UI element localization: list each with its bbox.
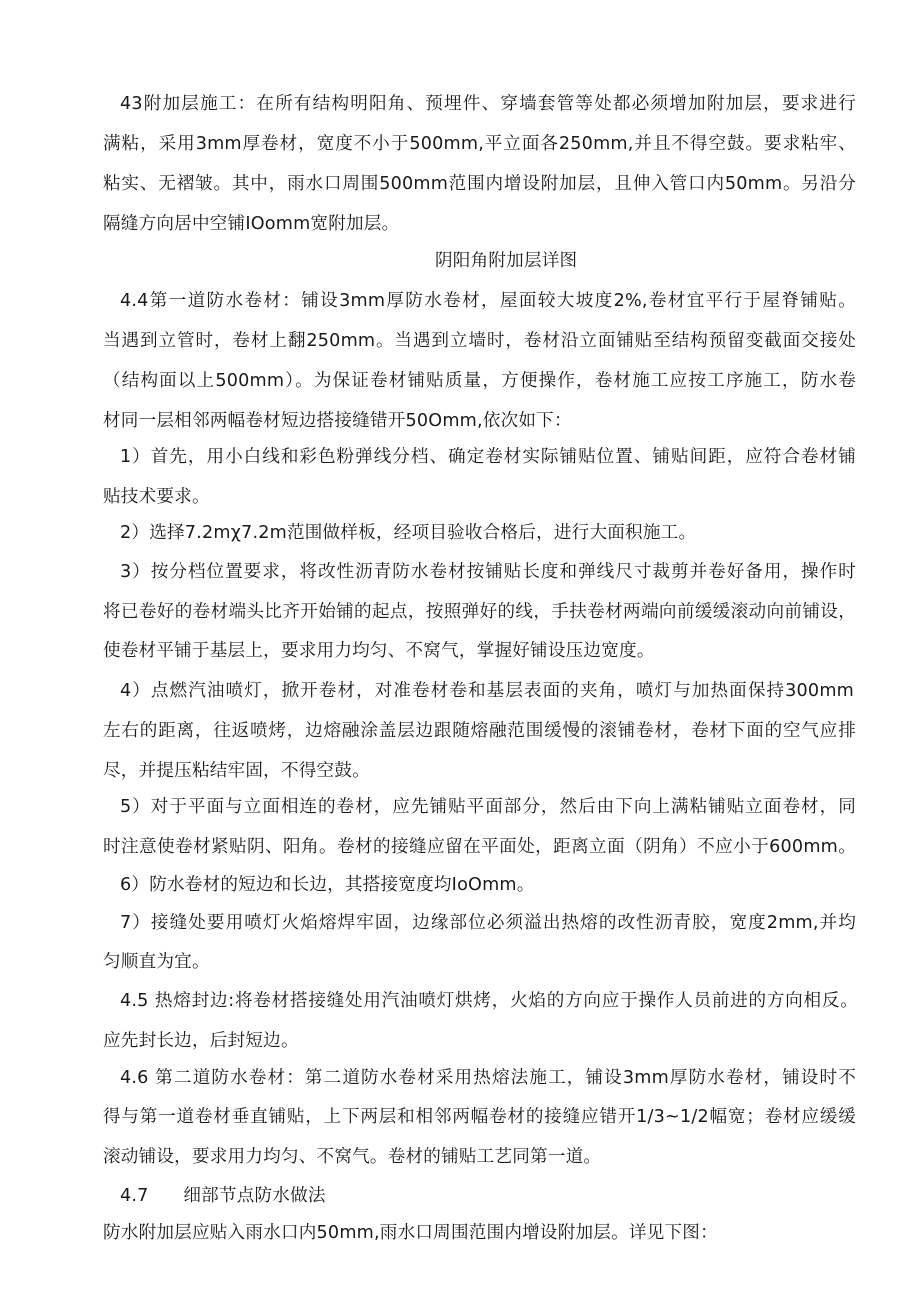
para-4-3-line-1: 43附加层施工：在所有结构明阳角、预埋件、穿墙套管等处都必须增加附加层，要求进行 [120,94,856,114]
para-4-3-line-4: 隔缝方向居中空铺IOomm宽附加层。 [103,214,400,234]
para-4-6-line-2: 得与第一道卷材垂直铺贴，上下两层和相邻两幅卷材的接缝应错开1/3~1/2幅宽；卷材应缓缓 [103,1107,856,1127]
item-2-line-1: 2）选择7.2mχ7.2m范围做样板，经项目验收合格后，进行大面积施工。 [120,523,697,543]
item-4-line-3: 尽，并提压粘结牢固，不得空鼓。 [103,761,370,781]
para-4-4-line-2: 当遇到立管时，卷材上翻250mm。当遇到立墙时，卷材沿立面铺贴至结构预留变截面交接处 [103,331,856,351]
item-1-line-1: 1）首先，用小白线和彩色粉弹线分档、确定卷材实际铺贴位置、铺贴间距，应符合卷材铺 [120,447,856,467]
item-5-line-2: 时注意使卷材紧贴阴、阳角。卷材的接缝应留在平面处，距离立面（阴角）不应小于600mm。 [103,837,856,857]
para-4-4-line-1: 4.4第一道防水卷材：铺设3mm厚防水卷材，屋面较大坡度2%,卷材宜平行于屋脊铺贴。 [120,291,856,311]
section-4-7-line-1: 防水附加层应贴入雨水口内50mm,雨水口周围范围内增设附加层。详见下图： [103,1223,718,1243]
item-4-line-2: 左右的距离，往返喷烤，边熔融涂盖层边跟随熔融范围缓慢的滚铺卷材，卷材下面的空气应排 [103,721,856,741]
item-6-line-1: 6）防水卷材的短边和长边，其搭接宽度均IoOmm。 [120,875,535,895]
para-4-6-line-1: 4.6 第二道防水卷材：第二道防水卷材采用热熔法施工，铺设3mm厚防水卷材，铺设时不 [120,1068,856,1088]
item-5-line-1: 5）对于平面与立面相连的卷材，应先铺贴平面部分，然后由下向上满粘铺贴立面卷材，同 [120,797,856,817]
para-4-6-line-3: 滚动铺设，要求用力均匀、不窝气。卷材的铺贴工艺同第一道。 [103,1147,602,1167]
para-4-5-line-2: 应先封长边，后封短边。 [103,1031,299,1051]
para-4-3-line-3: 粘实、无褶皱。其中，雨水口周围500mm范围内增设附加层，且伸入管口内50mm。另沿分 [103,174,856,194]
item-7-line-2: 匀顺直为宜。 [103,952,210,972]
item-1-line-2: 贴技术要求。 [103,487,210,507]
item-4-line-1: 4）点燃汽油喷灯，掀开卷材，对准卷材卷和基层表面的夹角，喷灯与加热面保持300mm [120,681,854,701]
para-4-3-line-2: 满粘，采用3mm厚卷材，宽度不小于500mm,平立面各250mm,并且不得空鼓。要求粘牢、 [103,134,856,154]
item-3-line-2: 将已卷好的卷材端头比齐开始铺的起点，按照弹好的线，手扶卷材两端向前缓缓滚动向前铺设， [103,602,856,622]
para-4-5-line-1: 4.5 热熔封边:将卷材搭接缝处用汽油喷灯烘烤，火焰的方向应于操作人员前进的方向相反。 [120,991,858,1011]
item-3-line-1: 3）按分档位置要求，将改性沥青防水卷材按铺贴长度和弹线尺寸裁剪并卷好备用，操作时 [120,562,856,582]
item-7-line-1: 7）接缝处要用喷灯火焰熔焊牢固，边缘部位必须溢出热熔的改性沥青胶，宽度2mm,并均 [120,913,856,933]
para-4-4-line-4: 材同一层相邻两幅卷材短边搭接缝错开50Omm,依次如下： [103,411,572,431]
item-3-line-3: 使卷材平铺于基层上，要求用力均匀、不窝气，掌握好铺设压边宽度。 [103,641,655,661]
section-4-7-heading: 4.7 细部节点防水做法 [120,1186,326,1206]
para-4-4-line-3: （结构面以上500mm）。为保证卷材铺贴质量，方便操作，卷材施工应按工序施工，防水卷 [103,371,856,391]
figure-caption: 阴阳角附加层详图 [435,251,578,271]
